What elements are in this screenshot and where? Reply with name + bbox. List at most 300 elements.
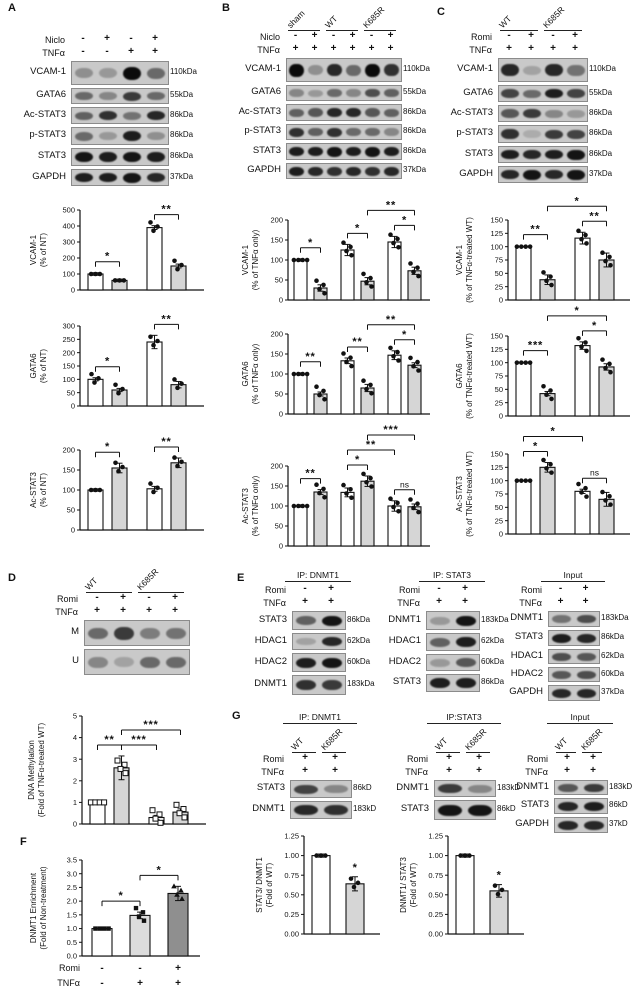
condition-value: +: [332, 752, 338, 763]
data-point: [317, 393, 322, 398]
blot-row-label: STAT3: [520, 799, 549, 810]
condition-value: +: [582, 583, 589, 594]
blot-band: [75, 112, 94, 120]
y-tick-label: 2.5: [66, 883, 77, 893]
data-point: [155, 339, 160, 344]
data-point: [515, 244, 520, 249]
group-label: K685R: [360, 4, 387, 31]
condition-value: +: [550, 43, 556, 54]
condition-name: Romi: [526, 754, 548, 764]
y-axis-label: (% of TNFα-treated WT): [465, 217, 474, 303]
data-point: [549, 470, 554, 475]
blot-strip: [426, 611, 480, 630]
data-point: [113, 461, 118, 466]
blot-band: [365, 108, 380, 117]
bar-chart: [238, 190, 438, 308]
y-tick-label: 400: [62, 221, 75, 231]
bar: [312, 856, 330, 934]
blot-band: [346, 147, 361, 156]
data-point: [364, 480, 369, 485]
blot-band: [501, 150, 518, 159]
blot-band: [456, 616, 476, 626]
data-point: [321, 389, 326, 394]
sig-stars: *: [354, 454, 361, 466]
y-tick-label: 125: [490, 344, 503, 354]
kda-label: 60kDa: [601, 669, 625, 678]
xcond-value: -: [138, 963, 142, 974]
blot-band: [438, 805, 461, 816]
blot-band: [567, 150, 584, 160]
kda-label: 183kDa: [601, 613, 629, 622]
sig-stars: *: [574, 306, 580, 317]
blot-band: [75, 92, 94, 100]
data-point: [496, 892, 501, 897]
condition-name: TNFα: [397, 598, 420, 608]
blot-row: [380, 653, 520, 670]
blot-strip: [71, 148, 169, 166]
condition-value: +: [332, 765, 338, 776]
data-point: [415, 501, 420, 506]
data-point: [584, 241, 589, 246]
sig-stars: ***: [131, 733, 147, 746]
blot-row: [380, 610, 520, 629]
data-point: [120, 387, 125, 392]
chart-d-dna-methylation: [24, 682, 214, 837]
group-label: K685R: [462, 726, 489, 752]
blot-band: [558, 784, 578, 792]
bar: [130, 915, 150, 956]
sig-ns: ns: [400, 479, 409, 490]
data-point: [368, 476, 373, 481]
blot-band: [430, 678, 450, 688]
y-tick-label: 4: [72, 733, 77, 743]
blot-band: [296, 638, 316, 645]
blot-row: [446, 124, 626, 142]
data-point: [317, 491, 322, 496]
blot-band: [99, 173, 118, 182]
blot-row-label: GAPDH: [32, 171, 66, 182]
blot-row-label: VCAM-1: [30, 66, 66, 77]
condition-value: -: [81, 33, 85, 44]
data-point: [116, 469, 121, 474]
blot-row: [512, 779, 638, 794]
data-point: [314, 278, 319, 283]
bar: [112, 468, 127, 530]
blot-band: [296, 616, 316, 625]
blot-band: [308, 128, 323, 136]
kda-label: 62kDa: [347, 636, 371, 645]
blot-strip: [548, 630, 600, 646]
bar-chart: [238, 306, 438, 422]
y-tick-label: 5: [72, 711, 77, 721]
blot-row: [228, 123, 436, 139]
y-tick-label: 0: [498, 411, 503, 421]
condition-value: +: [120, 592, 126, 603]
condition-row: [228, 44, 436, 57]
group-label: WT: [432, 735, 450, 752]
blot-row: [16, 147, 209, 165]
blot-band: [327, 108, 342, 117]
blot-title: Input: [547, 712, 613, 724]
blot-row: [504, 648, 638, 663]
data-point: [300, 258, 305, 263]
blot-band: [166, 628, 186, 639]
kda-label: 86kDa: [589, 108, 613, 117]
y-tick-label: 100: [270, 501, 283, 511]
blot-band: [346, 89, 361, 97]
data-point: [544, 466, 549, 471]
condition-value: -: [95, 592, 99, 603]
data-point: [411, 506, 416, 511]
blot-title: IP:STAT3: [427, 712, 501, 724]
blot-band: [289, 109, 304, 117]
condition-value: +: [368, 43, 375, 54]
blot-strip: [286, 124, 402, 140]
blot-row-label: GATA6: [463, 87, 493, 98]
blot-band: [123, 92, 142, 101]
chart-f-dnmt1-enrichment: [26, 840, 208, 994]
data-point: [175, 464, 180, 469]
blot-band: [123, 67, 142, 80]
condition-name: TNFα: [257, 45, 280, 55]
group-label: sham: [284, 8, 307, 31]
blot-strip: [84, 620, 190, 646]
data-point: [396, 358, 401, 363]
kda-label: 86kDa: [403, 126, 427, 135]
blot-row-label: STAT3: [400, 803, 429, 814]
kda-label: 37kDa: [403, 165, 427, 174]
blot-band: [346, 128, 361, 136]
blot-row-label: HDAC2: [388, 656, 421, 667]
blot-band: [88, 657, 108, 668]
data-point: [408, 497, 413, 502]
blot-band: [577, 689, 597, 698]
data-point: [579, 344, 584, 349]
condition-value: -: [369, 30, 374, 41]
y-tick-label: 200: [270, 215, 283, 225]
blot-band: [584, 784, 604, 792]
blot-band: [545, 64, 562, 76]
y-axis-label: STAT3/ DNMT1: [255, 857, 264, 913]
blot-band: [140, 628, 160, 639]
data-point: [519, 478, 524, 483]
blot-row: [228, 142, 436, 159]
y-tick-label: 150: [490, 215, 503, 225]
condition-name: Romi: [264, 585, 286, 595]
bar: [388, 242, 401, 300]
condition-value: +: [528, 43, 534, 54]
y-axis-label: (% of NT): [39, 348, 48, 384]
y-tick-label: 0.00: [284, 929, 299, 939]
data-point: [148, 220, 153, 225]
kda-label: 62kDa: [601, 651, 625, 660]
condition-value: +: [462, 583, 468, 594]
y-tick-label: 1.25: [428, 831, 443, 841]
sig-stars: *: [401, 328, 408, 341]
blot-band: [523, 170, 540, 180]
blot-row-label: GAPDH: [459, 168, 493, 179]
kda-label: 183kDa: [347, 679, 375, 688]
data-point: [314, 384, 319, 389]
y-tick-label: 0.5: [66, 937, 77, 947]
kda-label: 183kD: [497, 783, 521, 792]
blot-band: [567, 110, 584, 118]
condition-value: +: [146, 605, 152, 616]
blot-row: [16, 168, 209, 185]
blot-row: [246, 632, 388, 649]
data-point: [579, 237, 584, 242]
data-point: [600, 490, 605, 495]
condition-value: +: [302, 752, 308, 763]
y-tick-label: 3.0: [66, 869, 77, 879]
data-point: [364, 280, 369, 285]
bar: [361, 481, 374, 546]
condition-name: Romi: [406, 754, 428, 764]
data-point: [415, 360, 420, 365]
y-axis-label: VCAM-1: [241, 244, 250, 276]
bar-chart: [26, 434, 212, 538]
y-tick-label: 150: [490, 449, 503, 459]
data-point: [323, 853, 328, 858]
sig-stars: *: [104, 250, 111, 263]
blot-band: [147, 92, 166, 100]
condition-value: +: [120, 605, 126, 616]
data-point: [576, 229, 581, 234]
data-point: [549, 397, 554, 402]
data-point: [583, 340, 588, 345]
blot-band: [99, 111, 118, 120]
blot-band: [365, 167, 380, 176]
chart-a-acstat3: [26, 434, 212, 543]
y-tick-label: 100: [490, 242, 503, 252]
data-point: [603, 259, 608, 264]
condition-value: +: [302, 765, 308, 776]
blot-band: [294, 805, 317, 815]
condition-value: +: [572, 30, 578, 41]
panel-label-b: B: [222, 2, 230, 14]
data-point: [319, 853, 324, 858]
bar: [516, 247, 531, 300]
blot-row: [16, 126, 209, 144]
condition-name: TNFα: [469, 45, 492, 55]
blot-row-label: Ac-STAT3: [238, 106, 281, 117]
ip-stat3-blot-panel-e: [380, 570, 520, 694]
y-tick-label: 50: [494, 384, 503, 394]
condition-value: +: [528, 30, 534, 41]
group-label: WT: [288, 735, 306, 752]
blot-band: [327, 167, 342, 176]
data-point: [296, 258, 301, 263]
blot-band: [558, 821, 578, 830]
data-point: [321, 283, 326, 288]
xcond-value: +: [175, 963, 181, 974]
blot-band: [308, 167, 323, 176]
blot-band: [523, 109, 540, 118]
data-point: [528, 360, 533, 365]
data-point: [178, 888, 184, 893]
y-tick-label: 0: [70, 285, 75, 295]
blot-band: [75, 152, 94, 162]
blot-strip: [292, 611, 346, 630]
blot-band: [296, 680, 316, 690]
blot-row: [504, 666, 638, 681]
data-point: [150, 808, 155, 813]
blot-title: IP: DNMT1: [283, 712, 357, 724]
sig-stars: *: [104, 355, 111, 368]
y-tick-label: 0: [278, 541, 283, 551]
blot-band: [384, 167, 399, 176]
condition-value: -: [303, 583, 307, 594]
y-axis-label: DNMT1/ STAT3: [399, 857, 408, 913]
xcond-value: -: [100, 978, 104, 989]
y-tick-label: 50: [274, 275, 283, 285]
blot-strip: [286, 104, 402, 121]
kda-label: 55kDa: [403, 87, 427, 96]
condition-value: +: [311, 43, 318, 54]
data-point: [349, 876, 354, 881]
blot-band: [545, 89, 562, 98]
y-tick-label: 100: [270, 255, 283, 265]
condition-name: Romi: [56, 594, 78, 604]
group-label: K685R: [134, 566, 161, 592]
blot-band: [289, 64, 304, 77]
data-point: [172, 455, 177, 460]
bar: [147, 228, 162, 290]
y-tick-label: 100: [62, 374, 75, 384]
sig-stars: ***: [143, 718, 159, 731]
data-point: [348, 355, 353, 360]
blot-band: [75, 132, 94, 141]
blot-row-label: U: [72, 655, 79, 666]
blot-title: Input: [541, 570, 605, 582]
data-point: [344, 491, 349, 496]
data-point: [548, 388, 553, 393]
blot-row-label: DNMT1: [516, 781, 549, 792]
blot-band: [308, 65, 323, 75]
condition-value: +: [506, 43, 512, 54]
data-point: [583, 486, 588, 491]
kda-label: 60kDa: [481, 657, 505, 666]
blot-row-label: STAT3: [464, 148, 493, 159]
sig-stars: **: [161, 436, 172, 448]
blot-band: [114, 657, 134, 667]
y-tick-label: 50: [274, 389, 283, 399]
group-label: WT: [552, 735, 570, 752]
data-point: [368, 276, 373, 281]
blot-band: [384, 89, 399, 97]
condition-value: +: [476, 765, 482, 776]
condition-value: +: [128, 46, 134, 57]
blot-band: [289, 167, 304, 176]
y-tick-label: 0.0: [66, 951, 77, 961]
blot-row-label: HDAC2: [254, 656, 287, 667]
y-axis-label: (% of TNFα only): [251, 229, 260, 291]
blot-row: [512, 797, 638, 813]
bar: [90, 802, 105, 824]
data-point: [395, 501, 400, 506]
y-tick-label: 1.25: [284, 831, 299, 841]
blot-band: [114, 627, 134, 640]
condition-name: Romi: [262, 754, 284, 764]
kda-label: 86kD: [609, 800, 628, 809]
blot-band: [552, 653, 572, 661]
sig-stars: *: [591, 319, 598, 332]
blot-row: [16, 87, 209, 103]
kda-label: 183kDa: [481, 615, 509, 624]
blot-row: [446, 104, 626, 121]
blot-band: [577, 653, 597, 661]
blot-row-label: STAT3: [256, 782, 285, 793]
lane-group-labels: [246, 726, 390, 753]
y-axis-label: (Fold of Non-treatment): [39, 866, 48, 950]
data-point: [348, 487, 353, 492]
blot-row-label: STAT3: [37, 150, 66, 161]
blot-strip: [426, 654, 480, 671]
y-axis-label: DNA Methylation: [27, 740, 36, 800]
condition-value: -: [507, 30, 511, 41]
y-tick-label: 0: [498, 529, 503, 539]
blot-band: [567, 65, 584, 76]
y-tick-label: 0.75: [428, 870, 443, 880]
blot-row-label: DNMT1: [510, 612, 543, 623]
xcond-value: +: [175, 978, 181, 989]
western-blot-panel-b: [228, 4, 436, 181]
blot-row-label: STAT3: [392, 676, 421, 687]
y-tick-label: 100: [62, 269, 75, 279]
blot-strip: [548, 611, 600, 627]
data-point: [148, 481, 153, 486]
condition-value: +: [328, 583, 334, 594]
data-point: [314, 853, 319, 858]
bar: [575, 238, 590, 300]
y-tick-label: 100: [270, 369, 283, 379]
condition-name: TNFα: [525, 767, 548, 777]
data-point: [493, 883, 498, 888]
condition-value: +: [446, 765, 452, 776]
blot-band: [558, 802, 578, 811]
y-tick-label: 3: [72, 754, 77, 764]
y-tick-label: 150: [490, 331, 503, 341]
blot-row-label: DNMT1: [252, 803, 285, 814]
condition-row: [16, 47, 209, 60]
y-tick-label: 100: [490, 476, 503, 486]
y-tick-label: 150: [270, 349, 283, 359]
blot-band: [346, 65, 361, 76]
kda-label: 60kDa: [347, 657, 371, 666]
blot-band: [123, 112, 142, 120]
blot-band: [584, 821, 604, 830]
blot-band: [123, 152, 142, 162]
y-tick-label: 2.0: [66, 896, 77, 906]
data-point: [113, 278, 118, 283]
y-tick-label: 0: [70, 401, 75, 411]
condition-value: +: [349, 30, 356, 41]
data-point: [544, 392, 549, 397]
data-point: [395, 237, 400, 242]
data-point: [408, 261, 413, 266]
chart-g-dnmt1-stat3: [396, 822, 532, 949]
data-point: [93, 926, 97, 930]
y-tick-label: 0: [278, 295, 283, 305]
kda-label: 86kDa: [589, 128, 613, 137]
condition-value: +: [387, 43, 394, 54]
sig-stars: **: [365, 439, 377, 451]
condition-value: +: [436, 596, 442, 607]
data-point: [92, 380, 97, 385]
data-point: [142, 919, 146, 923]
blot-band: [289, 147, 304, 156]
y-tick-label: 100: [62, 485, 75, 495]
